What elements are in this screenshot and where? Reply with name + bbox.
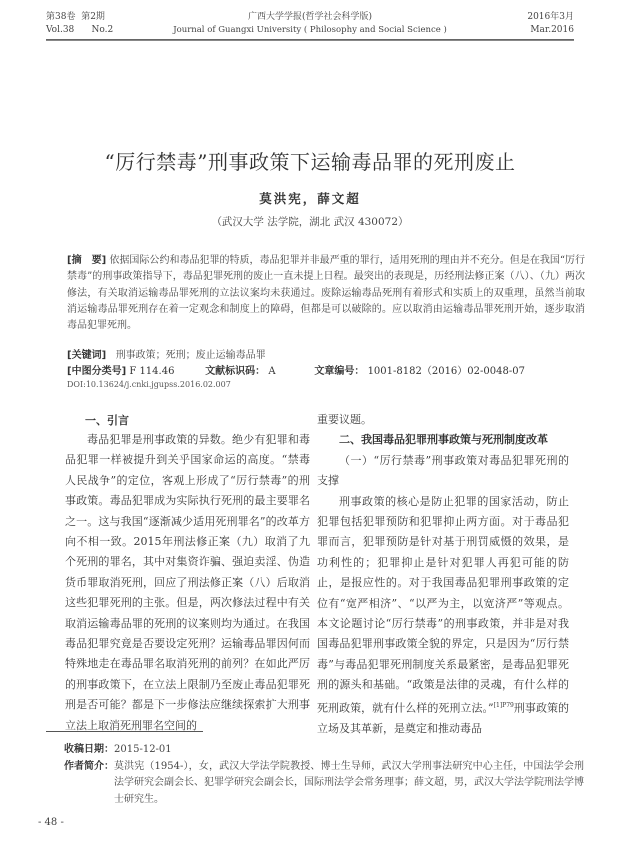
received-date-row bbox=[64, 742, 584, 759]
doi: DOI:10.13624/j.cnki.jgupss.2016.02.007 bbox=[67, 380, 231, 389]
received-label: 收稿日期： bbox=[64, 744, 114, 755]
section2-heading: 二、我国毒品犯罪刑事政策与死刑制度改革 bbox=[339, 433, 548, 447]
received-value: 2015-12-01 bbox=[114, 744, 172, 755]
header-volume-cn bbox=[46, 11, 105, 24]
header-volume-en bbox=[46, 24, 113, 37]
continuation-text: 重要议题。 bbox=[317, 413, 372, 426]
article-title: “厉行禁毒”刑事政策下运输毒品罪的死刑废止 bbox=[104, 150, 516, 174]
keywords-text: 刑事政策；死刑；废止运输毒品罪 bbox=[115, 350, 266, 361]
section1-heading: 一、引言 bbox=[85, 414, 129, 427]
classification-line bbox=[67, 362, 525, 377]
keywords bbox=[67, 346, 266, 361]
article-authors: 莫洪宪，薛文超 bbox=[259, 191, 361, 206]
right-column bbox=[317, 410, 569, 739]
footnote bbox=[64, 742, 584, 808]
volume-en: Vol.38 bbox=[46, 25, 75, 35]
citation: [1]P79 bbox=[493, 701, 514, 709]
section2-paragraph-a-text: 刑事政策的核心是防止犯罪的国家活动，防止犯罪包括犯罪预防和犯罪抑止两方面。对于毒品犯罪而言，犯罪预防是针对基于刑罚威慑的效果，是功利性的；犯罪抑止是针对犯罪人再犯可能的防止，是报应性的。对于我国毒品犯罪刑事政策的定位有“宽严相济”、“以严为主，以宽济严”等观点。本文论题讨论“厉行禁毒”的刑事政策，并非是对我国毒品犯罪刑事政策全貌的界定，只是因为“厉行禁毒”与毒品犯罪死刑制度关系最紧密，是毒品犯罪死刑的源头和基础。“政策是法律的灵魂，有什么样的死刑政策，就有什么样的死刑立法。” bbox=[317, 494, 569, 715]
section2-paragraph-a bbox=[317, 492, 569, 740]
journal-name-en: Journal of Guangxi University ( Philosophy and Social Science ) bbox=[173, 25, 447, 35]
doc-code-value: A bbox=[268, 366, 276, 377]
article-affiliation: （武汉大学 法学院，湖北 武汉 430072） bbox=[211, 216, 409, 228]
abstract-text: 依据国际公约和毒品犯罪的特质，毒品犯罪并非最严重的罪行，适用死刑的理由并不充分。但是在我国“厉行禁毒”的刑事政策指导下，毒品犯罪死刑的废止一直未提上日程。最突出的表现是，历经刑法修正案（八）、（九）两次修法，有关取消运输毒品罪死刑的立法议案均未获通过。废除运输毒品死刑有着形式和实质上的双重理，虽然当前取消运输毒品罪死刑存在着一定观念和制度上的障碍，但都是可以破除的。应以取消由运输毒品罪死刑开始，逐步取消毒品犯罪死刑。 bbox=[67, 255, 585, 332]
clc-value: F 114.46 bbox=[129, 366, 175, 377]
bio-text: 莫洪宪（1954-），女，武汉大学法学院教授、博士生导师，武汉大学刑事法研究中心主任，中国法学会刑法学研究会副会长、犯罪学研究会副会长，国际刑法学会常务理事；薛文超，男，武汉大学法学院刑法学博士研究生。 bbox=[114, 760, 584, 805]
subsection1-heading: （一）“厉行禁毒”刑事政策对毒品犯罪死刑的支撑 bbox=[317, 453, 569, 488]
issue-cn: 第2期 bbox=[81, 12, 105, 22]
header-rule bbox=[46, 39, 574, 41]
clc-label: [中图分类号] bbox=[67, 366, 127, 377]
page-number: - 48 - bbox=[38, 817, 64, 828]
doc-code-label: 文献标识码： bbox=[205, 366, 266, 377]
journal-name-cn: 广西大学学报(哲学社会科学版) bbox=[247, 12, 373, 22]
keywords-label: [关键词] bbox=[67, 350, 107, 361]
abstract-label: [摘 要] bbox=[67, 255, 107, 266]
footnote-rule bbox=[46, 731, 203, 732]
article-no-value: 1001-8182（2016）02-0048-07 bbox=[367, 366, 525, 377]
section2-paragraph-b-text: 刑事政策的立场及其革新，是奠定和推动毒品 bbox=[317, 701, 570, 735]
issue-date-cn: 2016年3月 bbox=[527, 12, 574, 22]
bio-label: 作者简介： bbox=[64, 760, 114, 772]
section1-paragraph: 毒品犯罪是刑事政策的异数。绝少有犯罪和毒品犯罪一样被提升到关乎国家命运的高度。“禁毒人民战争”的定位，客观上形成了“厉行禁毒”的刑事政策。毒品犯罪成为实际执行死刑的最主要罪名之一。这与我国“逐渐减少适用死刑罪名”的改革方向不相一致。2015年刑法修正案（九）取消了九个死刑的罪名，其中对集资诈骗、强迫卖淫、伪造货币罪取消死刑，回应了刑法修正案（八）后取消这些犯罪死刑的主张。但是，两次修法过程中有关取消运输毒品罪的死刑的议案则均为通过。在我国毒品犯罪究竟是否要设定死刑？运输毒品罪因何而特殊地走在毒品罪名取消死刑的前列？在如此严厉的刑事政策下，在立法上限制乃至废止毒品犯罪死刑是否可能？都是下一步修法应继续探索扩大刑事立法上取消死刑罪名空间的 bbox=[65, 433, 310, 732]
volume-cn: 第38卷 bbox=[46, 12, 76, 22]
abstract bbox=[67, 253, 585, 334]
issue-date-en: Mar.2016 bbox=[530, 25, 574, 35]
article-no-label: 文章编号： bbox=[314, 366, 365, 377]
author-bio-row bbox=[64, 759, 584, 809]
issue-en: No.2 bbox=[91, 25, 114, 35]
